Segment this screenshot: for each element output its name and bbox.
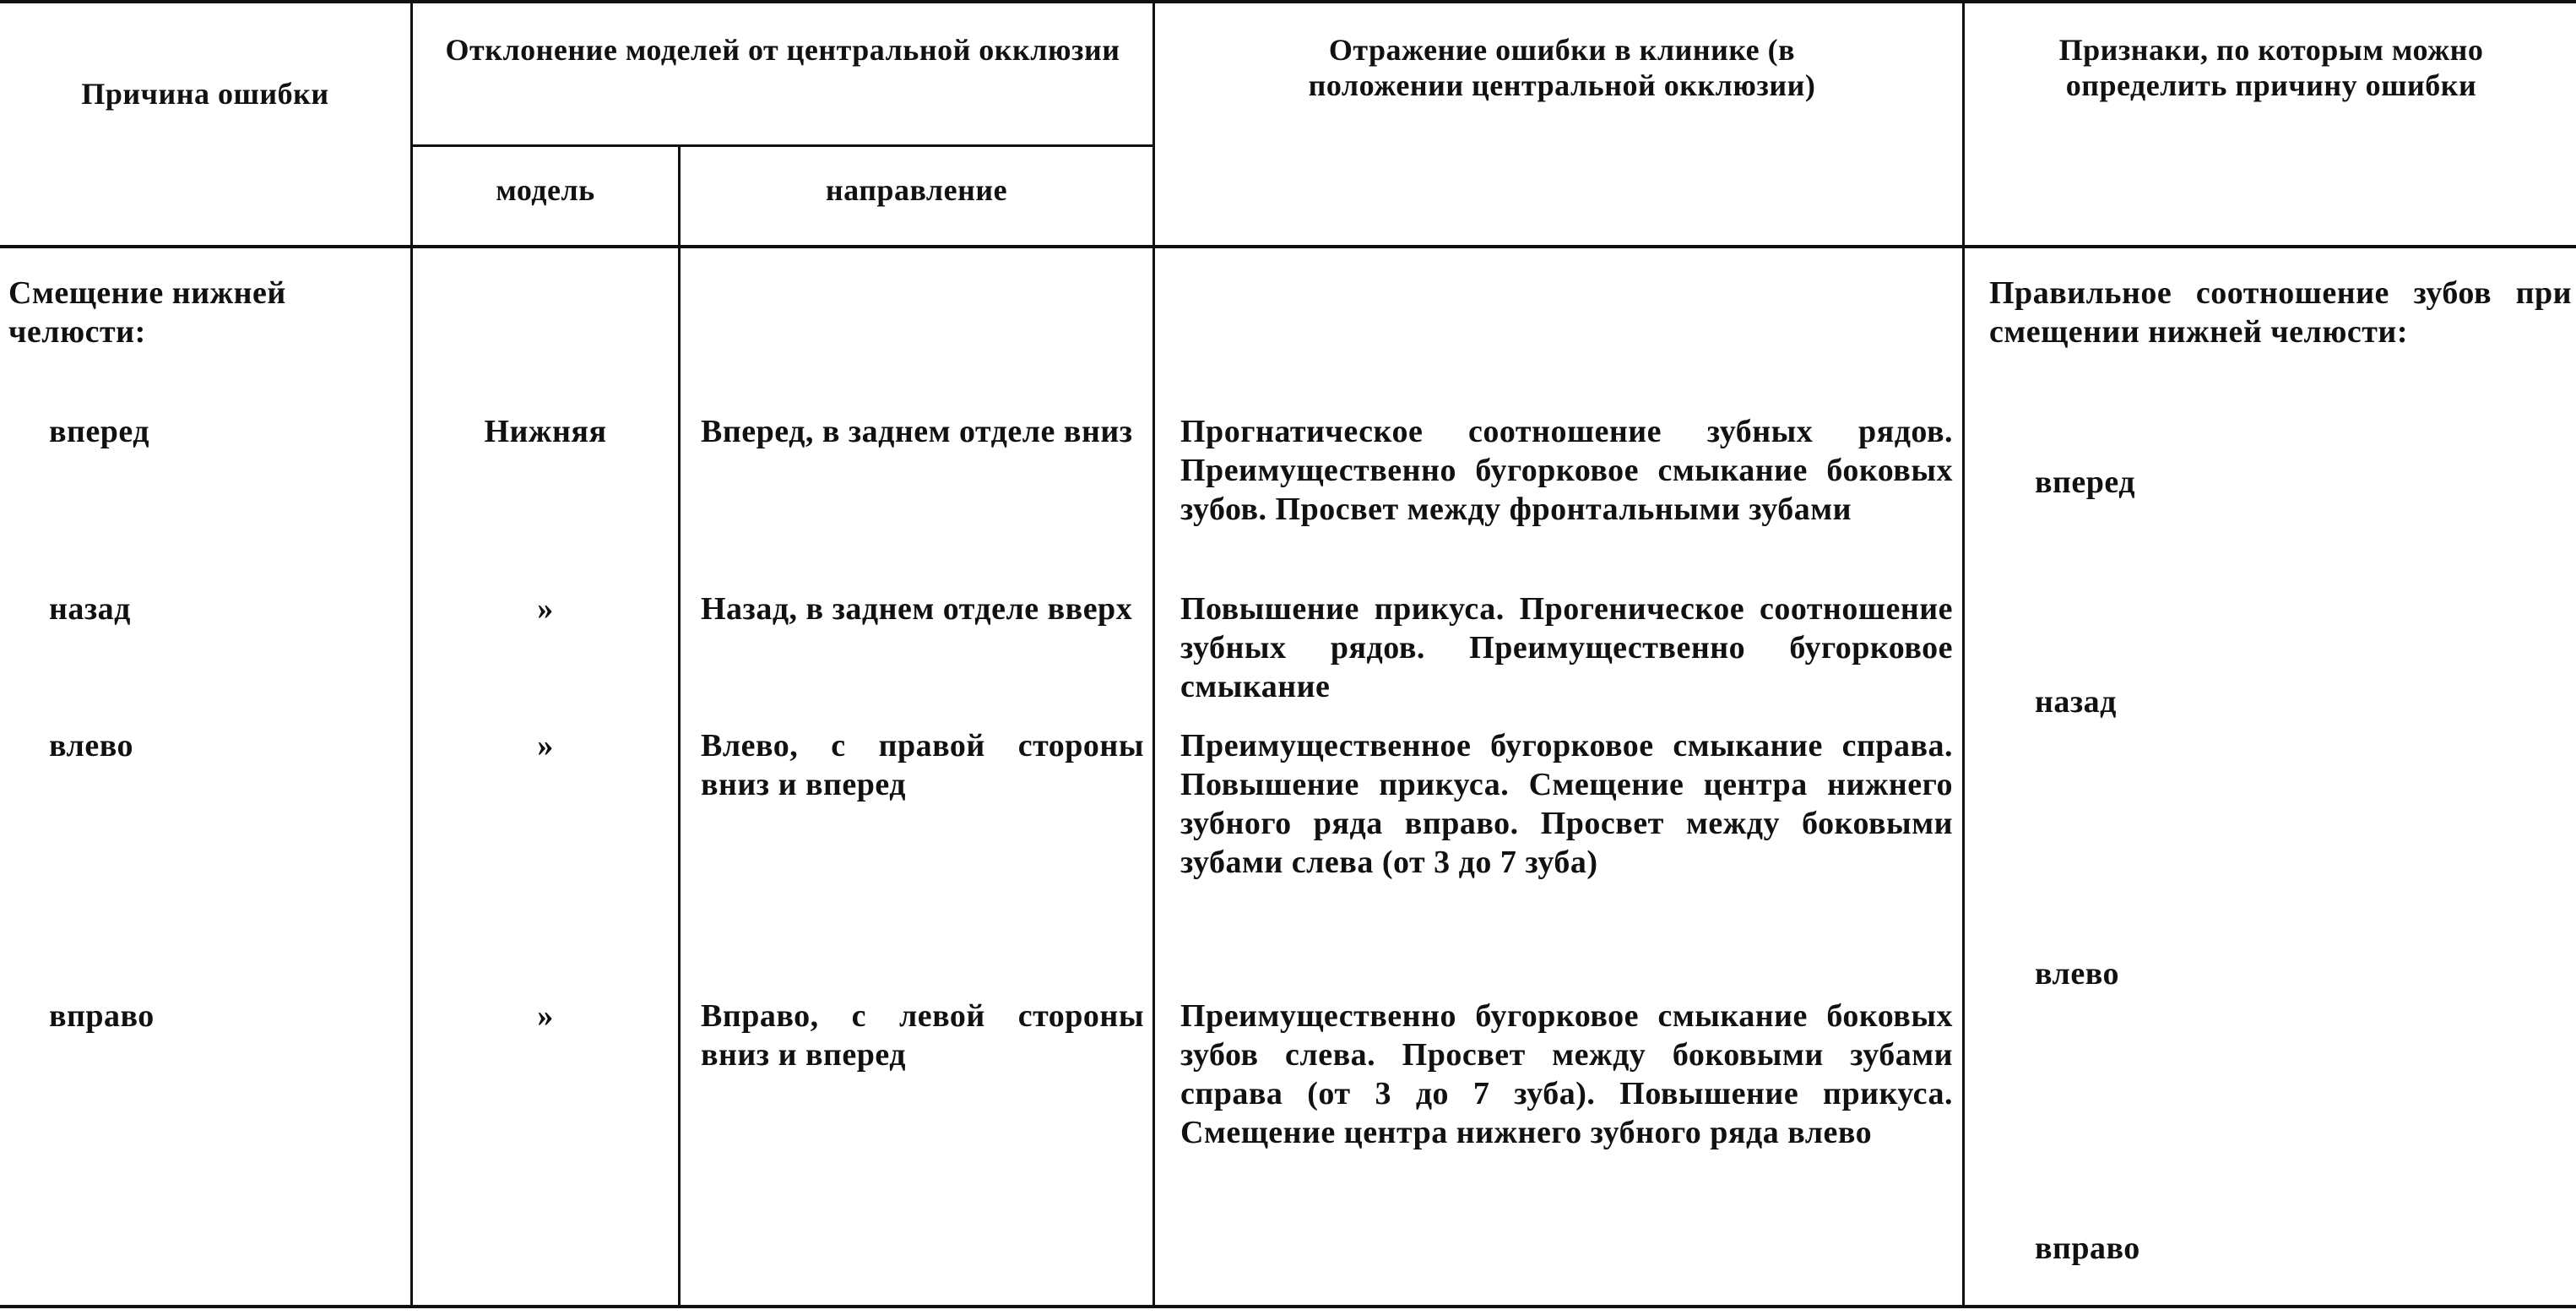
cause-cell: вправо	[49, 998, 155, 1034]
signs-heading: Правильное соотношение зубов при смещении нижней челюсти:	[1989, 275, 2572, 350]
direction-cell: Влево, с правой стороны вниз и вперед	[701, 728, 1144, 802]
column-divider	[1152, 0, 1155, 1308]
column-divider	[1962, 0, 1965, 1308]
subheader-rule	[412, 144, 1152, 147]
model-cell: »	[537, 591, 554, 627]
cause-cell: вперед	[49, 414, 150, 449]
sign-cell: назад	[2035, 684, 2117, 720]
header-deviation: Отклонение моделей от центральной окклюзии	[445, 33, 1120, 67]
header-cause: Причина ошибки	[81, 77, 329, 111]
header-clinic: Отражение ошибки в клинике (в положении центральной окклюзии)	[1308, 33, 1816, 102]
clinic-cell: Повышение прикуса. Прогеническое соотношение зубных рядов. Преимущественно бугорковое смыкание	[1180, 591, 1953, 704]
clinic-cell: Прогнатическое соотношение зубных рядов. Преимущественно бугорковое смыкание боковых зубов. Просвет между фронтальными зубами	[1180, 414, 1953, 527]
bottom-rule	[0, 1305, 2576, 1308]
clinic-cell: Преимущественное бугорковое смыкание справа. Повышение прикуса. Смещение центра нижнего зубного ряда вправо. Просвет между боковыми зубами слева (от 3 до 7 зуба)	[1180, 728, 1953, 880]
header-model: модель	[496, 173, 595, 207]
sign-cell: вправо	[2035, 1231, 2140, 1266]
top-rule	[0, 0, 2576, 3]
sign-cell: вперед	[2035, 465, 2136, 500]
clinic-cell: Преимущественно бугорковое смыкание боковых зубов слева. Просвет между боковыми зубами справа (от 3 до 7 зуба). Повышение прикуса. Смещение центра нижнего зубного ряда влево	[1180, 998, 1953, 1150]
model-cell: Нижняя	[484, 414, 607, 449]
group-label: Смещение нижней челюсти:	[8, 275, 286, 350]
direction-cell: Вправо, с левой стороны вниз и вперед	[701, 998, 1144, 1073]
cause-cell: влево	[49, 728, 133, 763]
model-cell: »	[537, 728, 554, 763]
header-signs: Признаки, по которым можно определить причину ошибки	[2058, 33, 2484, 102]
model-cell: »	[537, 998, 554, 1034]
sign-cell: влево	[2035, 956, 2119, 992]
column-divider	[678, 144, 681, 1308]
header-rule	[0, 245, 2576, 248]
direction-cell: Назад, в заднем отделе вверх	[701, 591, 1133, 627]
cause-cell: назад	[49, 591, 131, 627]
header-direction: направление	[825, 173, 1008, 207]
direction-cell: Вперед, в заднем отделе вниз	[701, 414, 1133, 449]
